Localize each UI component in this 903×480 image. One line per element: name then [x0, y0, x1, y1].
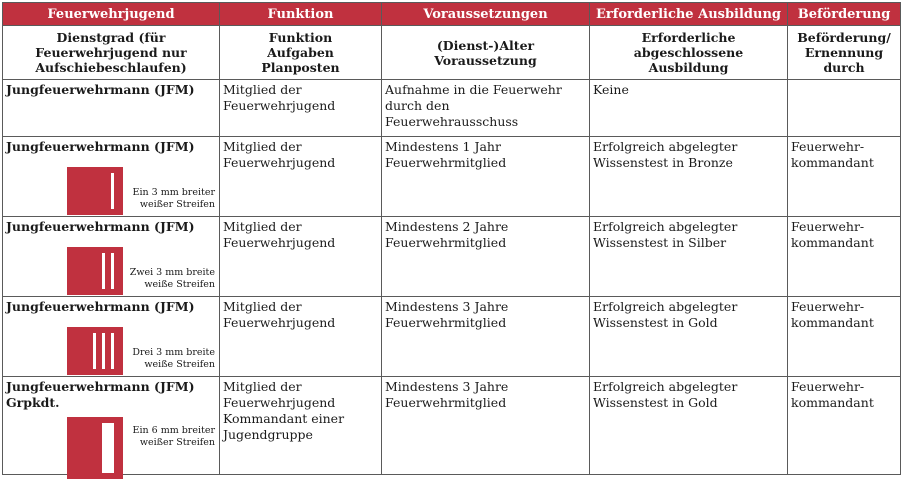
- header-ausbildung: Erforderliche Ausbildung: [590, 3, 788, 26]
- rank-badge: [67, 327, 123, 375]
- table-row: [3, 377, 901, 475]
- badge-stripe: [111, 333, 114, 369]
- rank-name: Jungfeuerwehrmann (JFM): [6, 139, 195, 154]
- promotion-cell: [788, 377, 901, 475]
- training-cell: [590, 377, 788, 475]
- requirement-cell-text: Mindestens 3 Jahre Feuerwehrmitglied: [385, 379, 509, 410]
- promotion-cell-text: [788, 80, 900, 82]
- promotion-cell-text: Feuerwehr-kommandant: [791, 379, 874, 410]
- subheader-ausbildung: Erforderliche abgeschlossene Ausbildung: [590, 26, 788, 80]
- function-cell: [220, 80, 382, 137]
- badge-stripe: [102, 423, 114, 473]
- badge-stripe: [102, 333, 105, 369]
- requirement-cell-text: Aufnahme in die Feuerwehr durch den Feuerwehrausschuss: [385, 82, 562, 129]
- requirement-cell: [382, 377, 590, 475]
- training-cell-text: Erfolgreich abgelegter Wissenstest in Bronze: [593, 139, 738, 170]
- promotion-cell: [788, 137, 901, 217]
- promotion-cell-text: Feuerwehr-kommandant: [791, 139, 874, 170]
- rank-badge: [67, 417, 123, 479]
- rank-cell: [3, 137, 220, 217]
- header-befoerderung: Beförderung: [788, 3, 901, 26]
- training-cell: [590, 80, 788, 137]
- function-cell: [220, 137, 382, 217]
- function-cell: [220, 217, 382, 297]
- rank-name: Jungfeuerwehrmann (JFM): [6, 219, 195, 234]
- rank-name: Jungfeuerwehrmann (JFM): [6, 82, 195, 97]
- promotion-cell: [788, 217, 901, 297]
- subheader-funktion: Funktion Aufgaben Planposten: [220, 26, 382, 80]
- subheader-dienstgrad: Dienstgrad (für Feuerwehrjugend nur Aufschiebeschlaufen): [3, 26, 220, 80]
- training-cell-text: Keine: [593, 82, 629, 97]
- badge-caption: Ein 3 mm breiter weißer Streifen: [132, 187, 215, 210]
- rank-badge: [67, 247, 123, 295]
- requirement-cell: [382, 297, 590, 377]
- requirement-cell: [382, 137, 590, 217]
- function-cell-text: Mitglied der Feuerwehrjugend: [223, 299, 336, 330]
- rank-name: Jungfeuerwehrmann (JFM): [6, 299, 195, 314]
- rank-cell: [3, 217, 220, 297]
- training-cell: [590, 297, 788, 377]
- rank-cell: [3, 297, 220, 377]
- requirement-cell-text: Mindestens 3 Jahre Feuerwehrmitglied: [385, 299, 509, 330]
- rank-table: [2, 2, 901, 475]
- table-row: [3, 137, 901, 217]
- header-funktion: Funktion: [220, 3, 382, 26]
- training-cell-text: Erfolgreich abgelegter Wissenstest in Gold: [593, 299, 738, 330]
- requirement-cell-text: Mindestens 2 Jahre Feuerwehrmitglied: [385, 219, 509, 250]
- function-cell-text: Mitglied der Feuerwehrjugend: [223, 139, 336, 170]
- training-cell: [590, 217, 788, 297]
- requirement-cell-text: Mindestens 1 Jahr Feuerwehrmitglied: [385, 139, 507, 170]
- training-cell: [590, 137, 788, 217]
- badge-stripe: [102, 253, 105, 289]
- rank-badge: [67, 167, 123, 215]
- function-cell: [220, 377, 382, 475]
- badge-caption: Drei 3 mm breite weiße Streifen: [132, 347, 215, 370]
- promotion-cell-text: Feuerwehr-kommandant: [791, 299, 874, 330]
- rank-name: Jungfeuerwehrmann (JFM) Grpkdt.: [6, 379, 195, 410]
- header-feuerwehrjugend: Feuerwehrjugend: [3, 3, 220, 26]
- subheader-alter: (Dienst-)Alter Voraussetzung: [382, 26, 590, 80]
- requirement-cell: [382, 80, 590, 137]
- rank-cell: [3, 377, 220, 475]
- requirement-cell: [382, 217, 590, 297]
- promotion-cell-text: Feuerwehr-kommandant: [791, 219, 874, 250]
- subheader-ernennung: Beförderung/ Ernennung durch: [788, 26, 901, 80]
- badge-caption: Zwei 3 mm breite weiße Streifen: [129, 267, 215, 290]
- promotion-cell: [788, 80, 901, 137]
- header-row: [3, 3, 901, 26]
- function-cell: [220, 297, 382, 377]
- function-cell-text: Mitglied der Feuerwehrjugend: [223, 219, 336, 250]
- badge-stripe: [111, 253, 114, 289]
- badge-caption: Ein 6 mm breiter weißer Streifen: [132, 425, 215, 448]
- table-row: [3, 297, 901, 377]
- training-cell-text: Erfolgreich abgelegter Wissenstest in Silber: [593, 219, 738, 250]
- rank-cell: [3, 80, 220, 137]
- function-cell-text: Mitglied der Feuerwehrjugend: [223, 82, 336, 113]
- training-cell-text: Erfolgreich abgelegter Wissenstest in Gold: [593, 379, 738, 410]
- subheader-row: [3, 26, 901, 80]
- table-row: [3, 80, 901, 137]
- promotion-cell: [788, 297, 901, 377]
- function-cell-text: Mitglied der Feuerwehrjugend Kommandant einer Jugendgruppe: [223, 379, 345, 442]
- table-row: [3, 217, 901, 297]
- badge-stripe: [111, 173, 114, 209]
- badge-stripe: [93, 333, 96, 369]
- header-voraussetzungen: Voraussetzungen: [382, 3, 590, 26]
